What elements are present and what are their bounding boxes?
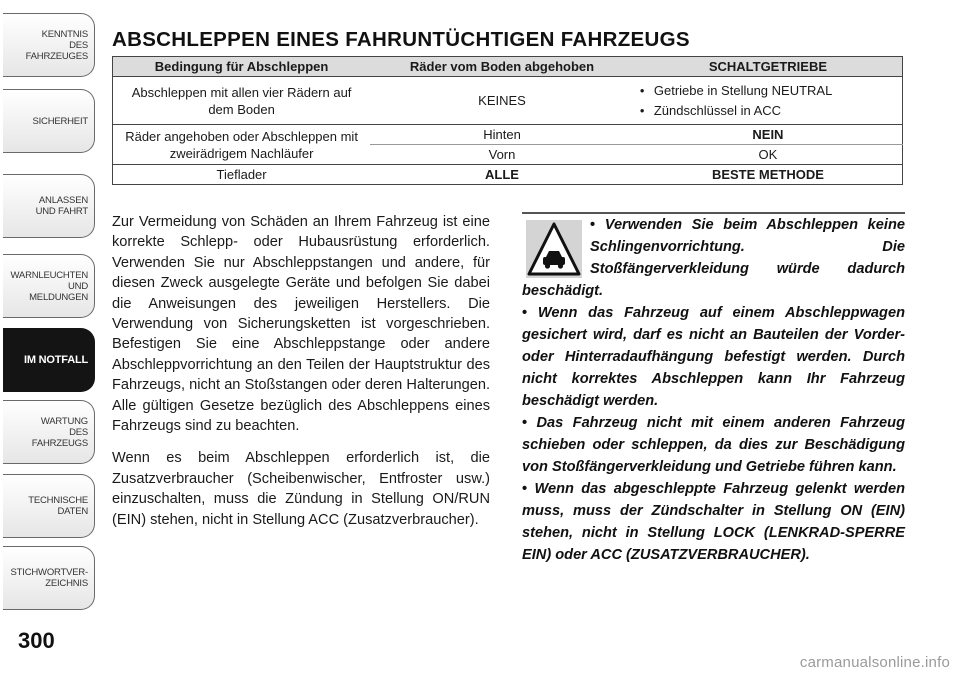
tab-anlassen-und-fahrt[interactable]: ANLASSEN UND FAHRT [3, 174, 95, 238]
warning-item: • Verwenden Sie beim Abschleppen keine Schlingenvorrichtung. Die Stoßfängerverkleidung würde dadurch beschädigt. [522, 214, 905, 302]
paragraph: Zur Vermeidung von Schäden an Ihrem Fahrzeug ist eine korrekte Schlepp- oder Hubausrüstung erforderlich. Verwenden Sie nur Abschleppstangen und andere, für diesen Zweck ausgelegte Geräte und befolgen Sie dabei die Anweisungen des jeweiligen Herstellers. Die Verwendung von Sicherungsketten ist vorgeschrieben. Befestigen Sie eine Abschleppstange oder andere Abschleppvorrichtung an den Teilen der Hauptstruktur des Fahrzeugs, nicht an Stoßstangen oder deren Halterungen. Alle gültigen Gesetze bezüglich des Abschleppens eines Fahrzeugs sind zu beachten. [112, 214, 490, 435]
tab-warnleuchten-und-meldungen[interactable]: WARNLEUCHTEN UND MELDUNGEN [3, 254, 95, 318]
cell-gearbox: BESTE METHODE [634, 165, 903, 185]
tab-technische-daten[interactable]: TECHNISCHE DATEN [3, 474, 95, 538]
header-wheels: Räder vom Boden abgehoben [370, 57, 634, 77]
cell-wheels: Vorn [370, 145, 634, 165]
warning-box [522, 212, 905, 566]
chapter-tabs [0, 0, 98, 678]
cell-condition: Räder angehoben oder Abschleppen mit zweirädrigem Nachläufer [113, 125, 371, 165]
table-row [113, 125, 903, 145]
body-text [112, 212, 490, 542]
list-item: • Getriebe in Stellung NEUTRAL [640, 81, 896, 101]
page-number: 300 [18, 628, 55, 653]
tab-wartung-des-fahrzeugs[interactable]: WARTUNG DES FAHRZEUGS [3, 400, 95, 464]
header-condition: Bedingung für Abschleppen [113, 57, 371, 77]
page-title: ABSCHLEPPEN EINES FAHRUNTÜCHTIGEN FAHRZEUGS [112, 28, 690, 51]
towing-table [112, 56, 903, 185]
tab-sicherheit[interactable]: SICHERHEIT [3, 89, 95, 153]
cell-gearbox: NEIN [634, 125, 903, 145]
header-gearbox: SCHALTGETRIEBE [634, 57, 903, 77]
warning-triangle-car-icon [526, 220, 582, 278]
tab-stichwortverzeichnis[interactable]: STICHWORTVER- ZEICHNIS [3, 546, 95, 610]
table-header-row [113, 57, 903, 77]
warning-item: • Wenn das abgeschleppte Fahrzeug gelenkt werden muss, muss der Zündschalter in Stellung ON (EIN) stehen, nicht in Stellung LOCK (LENKRAD-SPERRE EIN) oder ACC (ZUSATZVERBRAUCHER). [522, 478, 905, 566]
cell-wheels: Hinten [370, 125, 634, 145]
paragraph: Wenn es beim Abschleppen erforderlich ist, die Zusatzverbraucher (Scheibenwischer, Entfroster usw.) einzuschalten, muss die Zündung in Stellung ON/RUN (EIN) stehen, nicht in Stellung ACC (Zusatzverbraucher). [112, 450, 490, 528]
tab-kenntnis-des-fahrzeuges[interactable]: KENNTNIS DES FAHRZEUGES [3, 13, 95, 77]
cell-condition: Tieflader [113, 165, 371, 185]
tab-im-notfall[interactable]: IM NOTFALL [3, 328, 95, 392]
table-row [113, 77, 903, 125]
watermark: carmanualsonline.info [799, 654, 950, 671]
cell-gearbox: OK [634, 145, 903, 165]
cell-wheels: KEINES [478, 93, 526, 108]
cell-condition: Abschleppen mit allen vier Rädern auf dem Boden [131, 84, 352, 117]
warning-item: • Das Fahrzeug nicht mit einem anderen Fahrzeug schieben oder schleppen, da dies zur Beschädigung von Stoßfängerverkleidung und Getriebe führen kann. [522, 412, 905, 478]
warning-item: • Wenn das Fahrzeug auf einem Abschleppwagen gesichert wird, darf es nicht an Bauteilen der Vorder- oder Hinterradaufhängung befestigt werden. Durch nicht korrektes Abschleppen kann Ihr Fahrzeug beschädigt werden. [522, 302, 905, 412]
cell-wheels: ALLE [370, 165, 634, 185]
list-item: • Zündschlüssel in ACC [640, 101, 896, 121]
table-row [113, 165, 903, 185]
cell-gearbox [634, 77, 903, 125]
